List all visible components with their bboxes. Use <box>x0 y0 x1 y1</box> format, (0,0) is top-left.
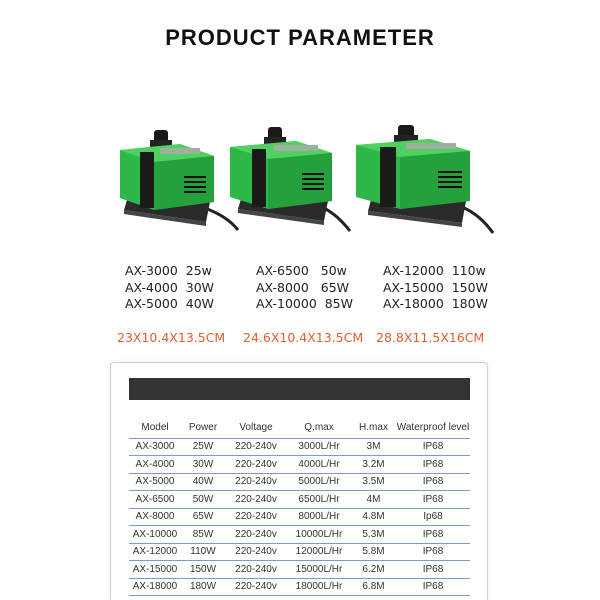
pump-image-large <box>350 125 495 237</box>
cell-qmax: 5000L/Hr <box>287 473 351 491</box>
table-row <box>129 561 470 579</box>
table-row <box>129 473 470 491</box>
cell-waterproof: Ip68 <box>396 508 470 526</box>
cell-hmax: 6.2M <box>351 561 396 579</box>
cell-voltage: 220-240v <box>225 491 287 509</box>
cell-waterproof: IP68 <box>396 473 470 491</box>
cell-power: 110W <box>181 543 225 561</box>
cell-qmax: 8000L/Hr <box>287 508 351 526</box>
table-row <box>129 438 470 456</box>
cell-power: 180W <box>181 578 225 596</box>
cell-qmax: 6500L/Hr <box>287 491 351 509</box>
cell-power: 65W <box>181 508 225 526</box>
page-title: PRODUCT PARAMETER <box>165 25 435 50</box>
cell-waterproof: IP68 <box>396 456 470 474</box>
model-line: AX-3000 25w <box>125 263 212 278</box>
cell-waterproof: IP68 <box>396 438 470 456</box>
cell-power: 40W <box>181 473 225 491</box>
cell-voltage: 220-240v <box>225 456 287 474</box>
cell-hmax: 3.2M <box>351 456 396 474</box>
cell-voltage: 220-240v <box>225 438 287 456</box>
model-line: AX-4000 30W <box>125 279 215 295</box>
table-row <box>129 456 470 474</box>
column-header-qmax: Q.max <box>287 418 351 438</box>
model-group-2 <box>256 263 353 313</box>
model-line: AX-12000 110w <box>383 263 486 278</box>
cell-hmax: 6.8M <box>351 578 396 596</box>
cell-qmax: 3000L/Hr <box>287 438 351 456</box>
cell-waterproof: IP68 <box>396 561 470 579</box>
column-header-waterproof: Waterproof level <box>396 418 470 438</box>
cell-voltage: 220-240v <box>225 526 287 544</box>
parameter-table <box>129 418 470 596</box>
table-row <box>129 508 470 526</box>
cell-model: AX-18000 <box>129 578 181 596</box>
cell-waterproof: IP68 <box>396 578 470 596</box>
cell-hmax: 5.8M <box>351 543 396 561</box>
cell-model: AX-8000 <box>129 508 181 526</box>
table-row <box>129 526 470 544</box>
model-line: AX-15000 150W <box>383 279 488 295</box>
cell-qmax: 4000L/Hr <box>287 456 351 474</box>
pump-image-small <box>110 130 240 235</box>
model-line: AX-5000 40W <box>125 296 215 311</box>
cell-model: AX-6500 <box>129 491 181 509</box>
pump-image-medium <box>222 127 352 235</box>
table-header-row <box>129 418 470 438</box>
cell-waterproof: IP68 <box>396 543 470 561</box>
model-line: AX-18000 180W <box>383 296 488 311</box>
cell-qmax: 10000L/Hr <box>287 526 351 544</box>
cell-power: 50W <box>181 491 225 509</box>
model-line: AX-6500 50w <box>256 263 347 278</box>
cell-power: 85W <box>181 526 225 544</box>
table-row <box>129 543 470 561</box>
cell-hmax: 4M <box>351 491 396 509</box>
column-header-hmax: H.max <box>351 418 396 438</box>
dimensions-group-2: 24.6X10.4X13.5CM <box>243 330 364 345</box>
cell-hmax: 3M <box>351 438 396 456</box>
cell-voltage: 220-240v <box>225 578 287 596</box>
cell-model: AX-12000 <box>129 543 181 561</box>
model-group-1 <box>125 263 214 313</box>
table-row <box>129 491 470 509</box>
cell-qmax: 15000L/Hr <box>287 561 351 579</box>
cell-voltage: 220-240v <box>225 473 287 491</box>
cell-model: AX-15000 <box>129 561 181 579</box>
cell-qmax: 12000L/Hr <box>287 543 351 561</box>
cell-hmax: 3.5M <box>351 473 396 491</box>
cell-power: 150W <box>181 561 225 579</box>
cell-power: 30W <box>181 456 225 474</box>
cell-waterproof: IP68 <box>396 526 470 544</box>
cell-power: 25W <box>181 438 225 456</box>
cell-voltage: 220-240v <box>225 543 287 561</box>
cell-qmax: 18000L/Hr <box>287 578 351 596</box>
cell-hmax: 5.3M <box>351 526 396 544</box>
table-header-bar <box>129 378 470 400</box>
dimensions-group-3: 28.8X11.5X16CM <box>376 330 485 345</box>
cell-model: AX-5000 <box>129 473 181 491</box>
cell-voltage: 220-240v <box>225 561 287 579</box>
column-header-voltage: Voltage <box>225 418 287 438</box>
table-row <box>129 578 470 596</box>
column-header-model: Model <box>129 418 181 438</box>
column-header-power: Power <box>181 418 225 438</box>
dimensions-group-1: 23X10.4X13.5CM <box>117 330 226 345</box>
model-line: AX-8000 65W <box>256 279 350 295</box>
cell-model: AX-4000 <box>129 456 181 474</box>
cell-model: AX-10000 <box>129 526 181 544</box>
cell-hmax: 4.8M <box>351 508 396 526</box>
model-group-3 <box>383 263 488 313</box>
model-line: AX-10000 85W <box>256 296 353 311</box>
cell-voltage: 220-240v <box>225 508 287 526</box>
cell-model: AX-3000 <box>129 438 181 456</box>
cell-waterproof: IP68 <box>396 491 470 509</box>
